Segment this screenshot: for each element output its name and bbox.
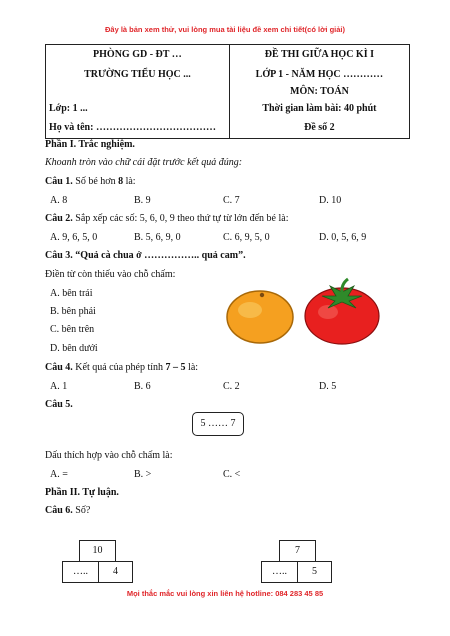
- orange-body: [227, 291, 293, 343]
- tower1-left-cell[interactable]: …..: [62, 561, 99, 583]
- q4-option-c[interactable]: C. 2: [223, 381, 240, 392]
- q6-text: Số?: [75, 505, 91, 516]
- question-4: [45, 362, 198, 373]
- q1-text-before: Số bé hơn: [75, 176, 116, 187]
- q4-text-after: là:: [188, 362, 199, 373]
- grade-year: LỚP 1 - NĂM HỌC …………: [255, 69, 384, 80]
- part1-title: Phần I. Trắc nghiệm.: [45, 139, 135, 150]
- q1-option-d[interactable]: D. 10: [319, 195, 342, 206]
- orange-illustration: [224, 288, 296, 344]
- q5-comparison-box: 5 …… 7: [192, 412, 244, 436]
- q3-label: Câu 3.: [45, 250, 73, 261]
- tomato-highlight: [318, 305, 338, 319]
- hotline-banner: Mọi thắc mắc vui lòng xin liên hệ hotline: 084 283 45 85: [126, 589, 324, 598]
- tower2-left-cell[interactable]: …..: [261, 561, 298, 583]
- q1-option-c[interactable]: C. 7: [223, 195, 240, 206]
- q4-expression: 7 – 5: [165, 362, 186, 373]
- q3-option-d[interactable]: D. bên dưới: [50, 343, 98, 354]
- q3-text: “Quả cà chua ở …………….. quả cam”.: [75, 250, 246, 261]
- q2-option-c[interactable]: C. 6, 9, 5, 0: [223, 232, 270, 243]
- q3-option-c[interactable]: C. bên trên: [50, 324, 95, 335]
- instruction-text: Khoanh tròn vào chữ cái đặt trước kết quả đúng:: [45, 157, 243, 168]
- time-limit: Thời gian làm bài: 40 phút: [262, 103, 377, 114]
- exam-number: Đề số 2: [304, 122, 335, 133]
- tower1-top-cell: 10: [79, 540, 116, 562]
- q5-option-c[interactable]: C. <: [223, 469, 241, 480]
- exam-title: ĐỀ THI GIỮA HỌC KÌ I: [264, 49, 374, 60]
- school-name: TRƯỜNG TIỂU HỌC ...: [84, 69, 191, 80]
- question-2: [45, 213, 288, 224]
- question-1: [45, 176, 136, 187]
- q4-text-before: Kết quả của phép tính: [75, 362, 164, 373]
- q4-label: Câu 4.: [45, 362, 73, 373]
- q2-option-b[interactable]: B. 5, 6, 9, 0: [134, 232, 181, 243]
- header-left-cell: [46, 45, 230, 139]
- q5-option-b[interactable]: B. >: [134, 469, 152, 480]
- tower2-right-cell: 5: [297, 561, 332, 583]
- q2-option-d[interactable]: D. 0, 5, 6, 9: [319, 232, 367, 243]
- q3-option-b[interactable]: B. bên phải: [50, 306, 96, 317]
- q6-label: Câu 6.: [45, 505, 73, 516]
- q3-instruction: Điền từ còn thiếu vào chỗ chấm:: [45, 269, 176, 280]
- q1-option-a[interactable]: A. 8: [50, 195, 68, 206]
- q1-number: 8: [118, 176, 124, 187]
- question-6: [45, 505, 90, 516]
- orange-highlight: [238, 302, 262, 318]
- q3-option-a[interactable]: A. bên trái: [50, 288, 93, 299]
- q1-label: Câu 1.: [45, 176, 73, 187]
- q1-option-b[interactable]: B. 9: [134, 195, 151, 206]
- tower1-right-cell: 4: [98, 561, 133, 583]
- orange-stem: [260, 293, 264, 297]
- question-3: [45, 250, 246, 261]
- department-title: PHÒNG GD - ĐT …: [93, 49, 182, 60]
- tomato-illustration: [302, 276, 382, 346]
- student-name-field: Họ và tên: ………………………………: [49, 122, 216, 133]
- q5-option-a[interactable]: A. =: [50, 469, 68, 480]
- q2-label: Câu 2.: [45, 213, 73, 224]
- q2-option-a[interactable]: A. 9, 6, 5, 0: [50, 232, 98, 243]
- class-field: Lớp: 1 ...: [49, 103, 88, 114]
- q2-text: Sắp xếp các số: 5, 6, 0, 9 theo thứ tự từ lớn đến bé là:: [75, 213, 289, 224]
- exam-header-table: [45, 44, 410, 139]
- tower2-top-cell: 7: [279, 540, 316, 562]
- q1-text-after: là:: [125, 176, 136, 187]
- preview-banner: Đây là bản xem thử, vui lòng mua tài liệu đề xem chi tiết(có lời giải): [105, 25, 345, 34]
- q5-label: Câu 5.: [45, 399, 73, 410]
- subject: MÔN: TOÁN: [290, 86, 349, 97]
- q4-option-a[interactable]: A. 1: [50, 381, 68, 392]
- q5-text: Dấu thích hợp vào chỗ chấm là:: [45, 450, 173, 461]
- header-right-cell: [229, 45, 409, 139]
- part2-title: Phần II. Tự luận.: [45, 487, 119, 498]
- q4-option-b[interactable]: B. 6: [134, 381, 151, 392]
- q4-option-d[interactable]: D. 5: [319, 381, 337, 392]
